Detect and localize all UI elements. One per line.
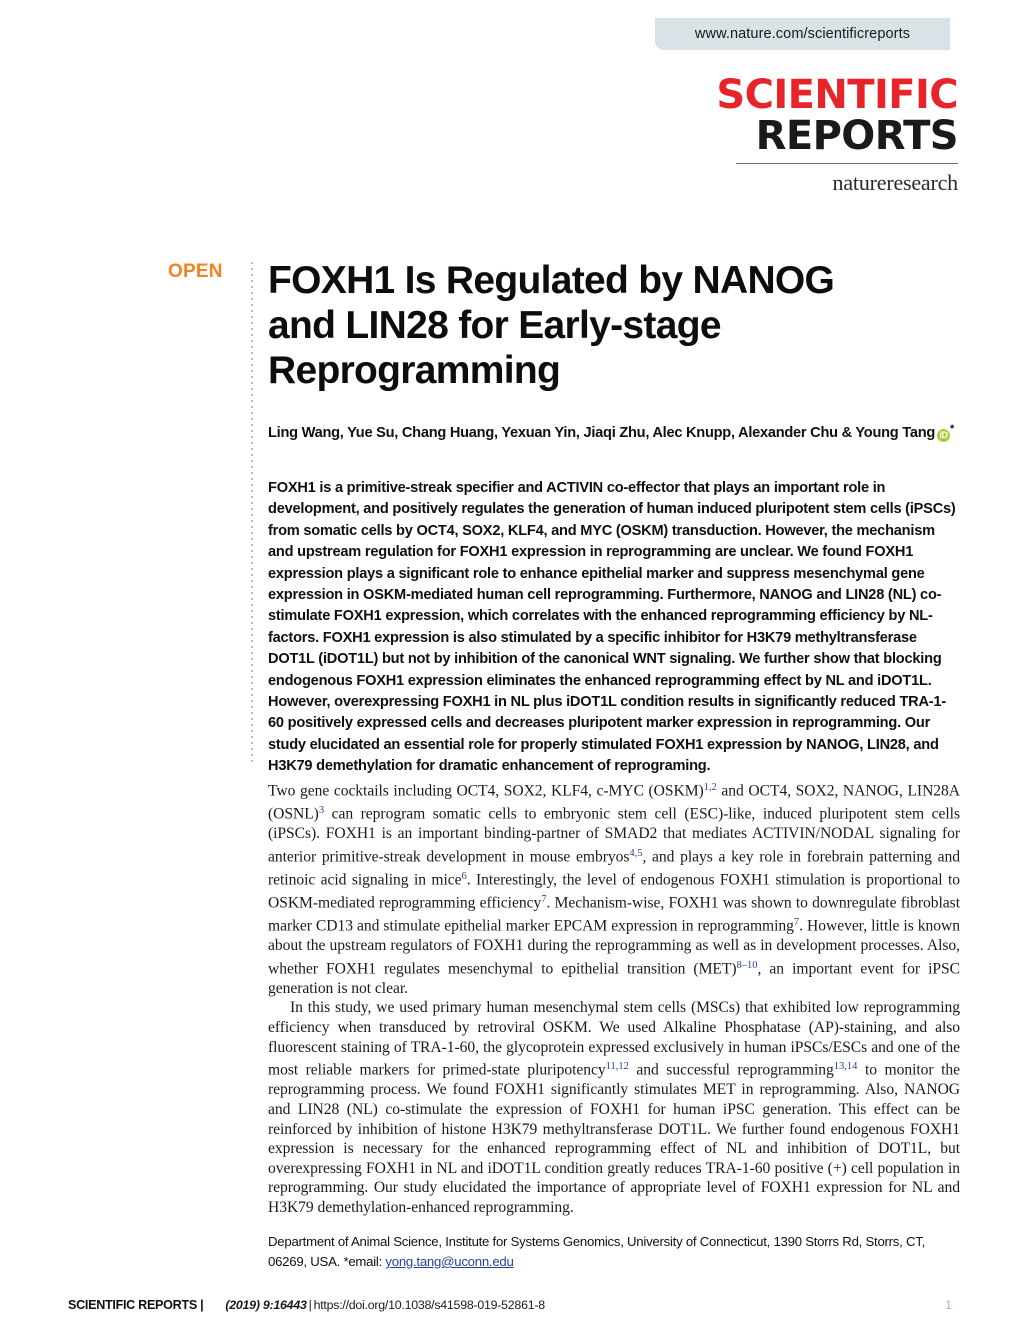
page-footer [68,1298,952,1312]
footer-page-number: 1 [945,1298,952,1312]
corresponding-email-link[interactable]: yong.tang@uconn.edu [385,1254,514,1269]
affiliation-text: Department of Animal Science, Institute for Systems Genomics, University of Connecticut, 1390 Storrs Rd, Storrs, CT, 06269, USA. *email: [268,1234,926,1269]
footer-separator: | [308,1298,312,1312]
journal-logo-scientific: SCIENTIFIC [716,72,958,118]
open-access-flag: OPEN [168,261,223,282]
journal-masthead [688,72,958,196]
author-list [268,418,960,444]
footer-citation [225,1298,545,1312]
masthead-divider [736,163,958,164]
affiliation-block [268,1232,960,1272]
site-url-bar [655,18,950,50]
citation-reference[interactable]: 11,12 [605,1061,629,1073]
citation-reference[interactable]: 4,5 [629,847,643,859]
footer-volume: (2019) 9:16443 [225,1298,307,1312]
article-body [268,778,960,1217]
publisher-name: natureresearch [832,170,958,196]
citation-reference[interactable]: 6 [461,870,467,882]
citation-reference[interactable]: 8–10 [736,959,758,971]
author-names: Ling Wang, Yue Su, Chang Huang, Yexuan Yin, Jiaqi Zhu, Alec Knupp, Alexander Chu & Young Tang [268,425,936,441]
citation-reference[interactable]: 7 [793,917,800,929]
abstract-text: FOXH1 is a primitive-streak specifier and ACTIVIN co-effector that plays an important role in development, and positively regulates the generation of human induced pluripotent stem cells (iPSCs) from somatic cells by OCT4, SOX2, KLF4, and MYC (OSKM) transduction. However, the mechanism and upstream regulation for FOXH1 expression in reprogramming are unclear. We found FOXH1 expression plays a significant role to enhance epithelial marker and suppress mesenchymal gene expression in OSKM-mediated human cell reprogramming. Furthermore, NANOG and LIN28 (NL) co-stimulate FOXH1 expression, which correlates with the enhanced reprogramming efficiency by NL-factors. FOXH1 expression is also stimulated by a specific inhibitor for H3K79 methyltransferase DOT1L (iDOT1L) but not by inhibition of the canonical WNT signaling. We further show that blocking endogenous FOXH1 expression eliminates the enhanced reprogramming effect by NL and iDOT1L. However, overexpressing FOXH1 in NL plus iDOT1L condition results in significantly reduced TRA-1-60 positively expressed cells and decreases pluripotent marker expression in reprogramming. Our study elucidated an essential role for properly stimulated FOXH1 expression by NANOG, LIN28, and H3K79 demethylation for dramatic enhancement of reprograming. [268,480,956,775]
header-dotted-divider [251,262,253,765]
corresponding-author-marker: * [950,423,955,435]
body-paragraph-2: In this study, we used primary human mesenchymal stem cells (MSCs) that exhibited low reprogramming efficiency when transduced by retroviral OSKM. We used Alkaline Phosphatase (AP)-staining, and also fluorescent staining of TRA-1-60, the glycoprotein expressed exclusively in human iPSCs/ESCs and one of the most reliable markers for primed-state pluripotency$^{11,12}$ and successful reprogramming$^{13,14}$ to monitor the reprogramming process. We found FOXH1 significantly stimulates MET in reprogramming. Also, NANOG and LIN28 (NL) co-stimulate the expression of FOXH1 for human iPSC generation. This effect can be reinforced by inhibition of histone H3K79 methyltransferase DOT1L. We further found endogenous FOXH1 expression is necessary for the enhanced reprogramming effect of NL and inhibition of DOT1L, but overexpressing FOXH1 in NL and iDOT1L condition greatly reduces TRA-1-60 positive (+) cell population in reprogramming. Our study elucidated the importance of appropriate level of FOXH1 expression for NL and H3K79 demethylation-enhanced reprogramming. [268,999,960,1216]
site-url-text: www.nature.com/scientificreports [694,26,911,42]
orcid-id-icon[interactable]: iD [937,429,950,442]
footer-doi-link[interactable]: https://doi.org/10.1038/s41598-019-52861-8 [313,1298,545,1312]
body-paragraph-1: Two gene cocktails including OCT4, SOX2, KLF4, c-MYC (OSKM)$^{1,2}$ and OCT4, SOX2, NANOG, LIN28A (OSNL)$^3$ can reprogram somatic cells to embryonic stem cell (ESC)-like, induced pluripotent stem cells (iPSCs). FOXH1 is an important binding-partner of SMAD2 that mediates ACTIVIN/NODAL signaling for anterior primitive-streak development in mouse embryos$^{4,5}$, and plays a key role in forebrain patterning and retinoic acid signaling in mice$^6$. Interestingly, the level of endogenous FOXH1 stimulation is proportional to OSKM-mediated reprogramming efficiency$^7$. Mechanism-wise, FOXH1 was shown to downregulate fibroblast marker CD13 and stimulate epithelial marker EPCAM expression in reprogramming$^7$. However, little is known about the upstream regulators of FOXH1 during the reprogramming as well as in development processes. Also, whether FOXH1 regulates mesenchymal to epithelial transition (MET)$^{8-10}$, an important event for iPSC generation is not clear. [268,782,960,997]
footer-journal-name: SCIENTIFIC REPORTS | [68,1298,204,1312]
page-title: FOXH1 Is Regulated by NANOG and LIN28 for Early-stage Reprogramming [268,259,835,392]
citation-reference[interactable]: 1,2 [703,782,717,793]
citation-reference[interactable]: 3 [318,805,325,817]
citation-reference[interactable]: 7 [541,893,547,905]
journal-logo-reports: REPORTS [755,113,958,160]
citation-reference[interactable]: 13,14 [833,1061,858,1073]
